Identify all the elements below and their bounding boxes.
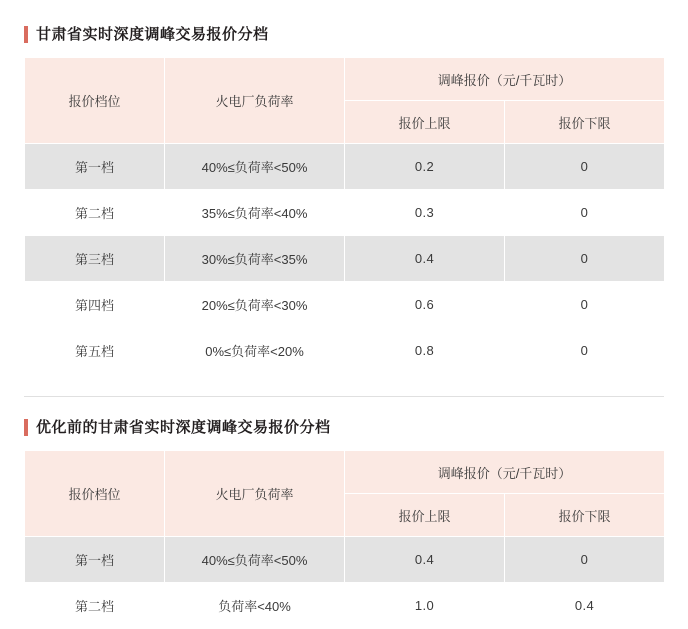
- header-price-lower: 报价下限: [505, 101, 665, 144]
- tariff-table-previous: [24, 450, 665, 629]
- cell-tier: 第一档: [25, 144, 165, 190]
- section-previous-tariff: [0, 397, 688, 629]
- cell-lower: 0: [505, 537, 665, 583]
- header-price-group: 调峰报价（元/千瓦时）: [345, 451, 665, 494]
- cell-lower: 0: [505, 144, 665, 190]
- cell-tier: 第二档: [25, 190, 165, 236]
- table-body-current: [25, 144, 665, 374]
- table-body-previous: [25, 537, 665, 629]
- cell-load: 40%≤负荷率<50%: [165, 144, 345, 190]
- cell-tier: 第四档: [25, 282, 165, 328]
- cell-load: 35%≤负荷率<40%: [165, 190, 345, 236]
- cell-upper: 0.4: [345, 236, 505, 282]
- cell-upper: 0.4: [345, 537, 505, 583]
- table-header-current: [25, 58, 665, 144]
- cell-lower: 0: [505, 328, 665, 374]
- cell-upper: 0.2: [345, 144, 505, 190]
- tariff-table-current: [24, 57, 665, 374]
- cell-upper: 0.6: [345, 282, 505, 328]
- table-row: [25, 328, 665, 374]
- cell-upper: 0.8: [345, 328, 505, 374]
- cell-upper: 0.3: [345, 190, 505, 236]
- title-accent-bar-icon: [24, 419, 28, 436]
- section-2-title-row: [24, 419, 664, 436]
- cell-lower: 0: [505, 282, 665, 328]
- cell-tier: 第二档: [25, 583, 165, 629]
- table-header-row-top: [25, 451, 665, 494]
- table-header-row-top: [25, 58, 665, 101]
- table-row: [25, 236, 665, 282]
- cell-upper: 1.0: [345, 583, 505, 629]
- section-1-title: 甘肃省实时深度调峰交易报价分档: [36, 26, 269, 43]
- cell-load: 40%≤负荷率<50%: [165, 537, 345, 583]
- table-row: [25, 537, 665, 583]
- header-tier: 报价档位: [25, 451, 165, 537]
- section-2-title: 优化前的甘肃省实时深度调峰交易报价分档: [36, 419, 331, 436]
- cell-load: 30%≤负荷率<35%: [165, 236, 345, 282]
- section-1-title-row: [24, 26, 664, 43]
- table-row: [25, 144, 665, 190]
- cell-tier: 第一档: [25, 537, 165, 583]
- header-price-upper: 报价上限: [345, 494, 505, 537]
- header-load-rate: 火电厂负荷率: [165, 58, 345, 144]
- cell-tier: 第五档: [25, 328, 165, 374]
- cell-lower: 0: [505, 190, 665, 236]
- table-header-previous: [25, 451, 665, 537]
- cell-load: 20%≤负荷率<30%: [165, 282, 345, 328]
- header-price-upper: 报价上限: [345, 101, 505, 144]
- header-tier: 报价档位: [25, 58, 165, 144]
- header-price-lower: 报价下限: [505, 494, 665, 537]
- title-accent-bar-icon: [24, 26, 28, 43]
- cell-load: 0%≤负荷率<20%: [165, 328, 345, 374]
- table-row: [25, 282, 665, 328]
- header-price-group: 调峰报价（元/千瓦时）: [345, 58, 665, 101]
- table-row: [25, 190, 665, 236]
- cell-tier: 第三档: [25, 236, 165, 282]
- cell-lower: 0.4: [505, 583, 665, 629]
- cell-lower: 0: [505, 236, 665, 282]
- cell-load: 负荷率<40%: [165, 583, 345, 629]
- table-row: [25, 583, 665, 629]
- header-load-rate: 火电厂负荷率: [165, 451, 345, 537]
